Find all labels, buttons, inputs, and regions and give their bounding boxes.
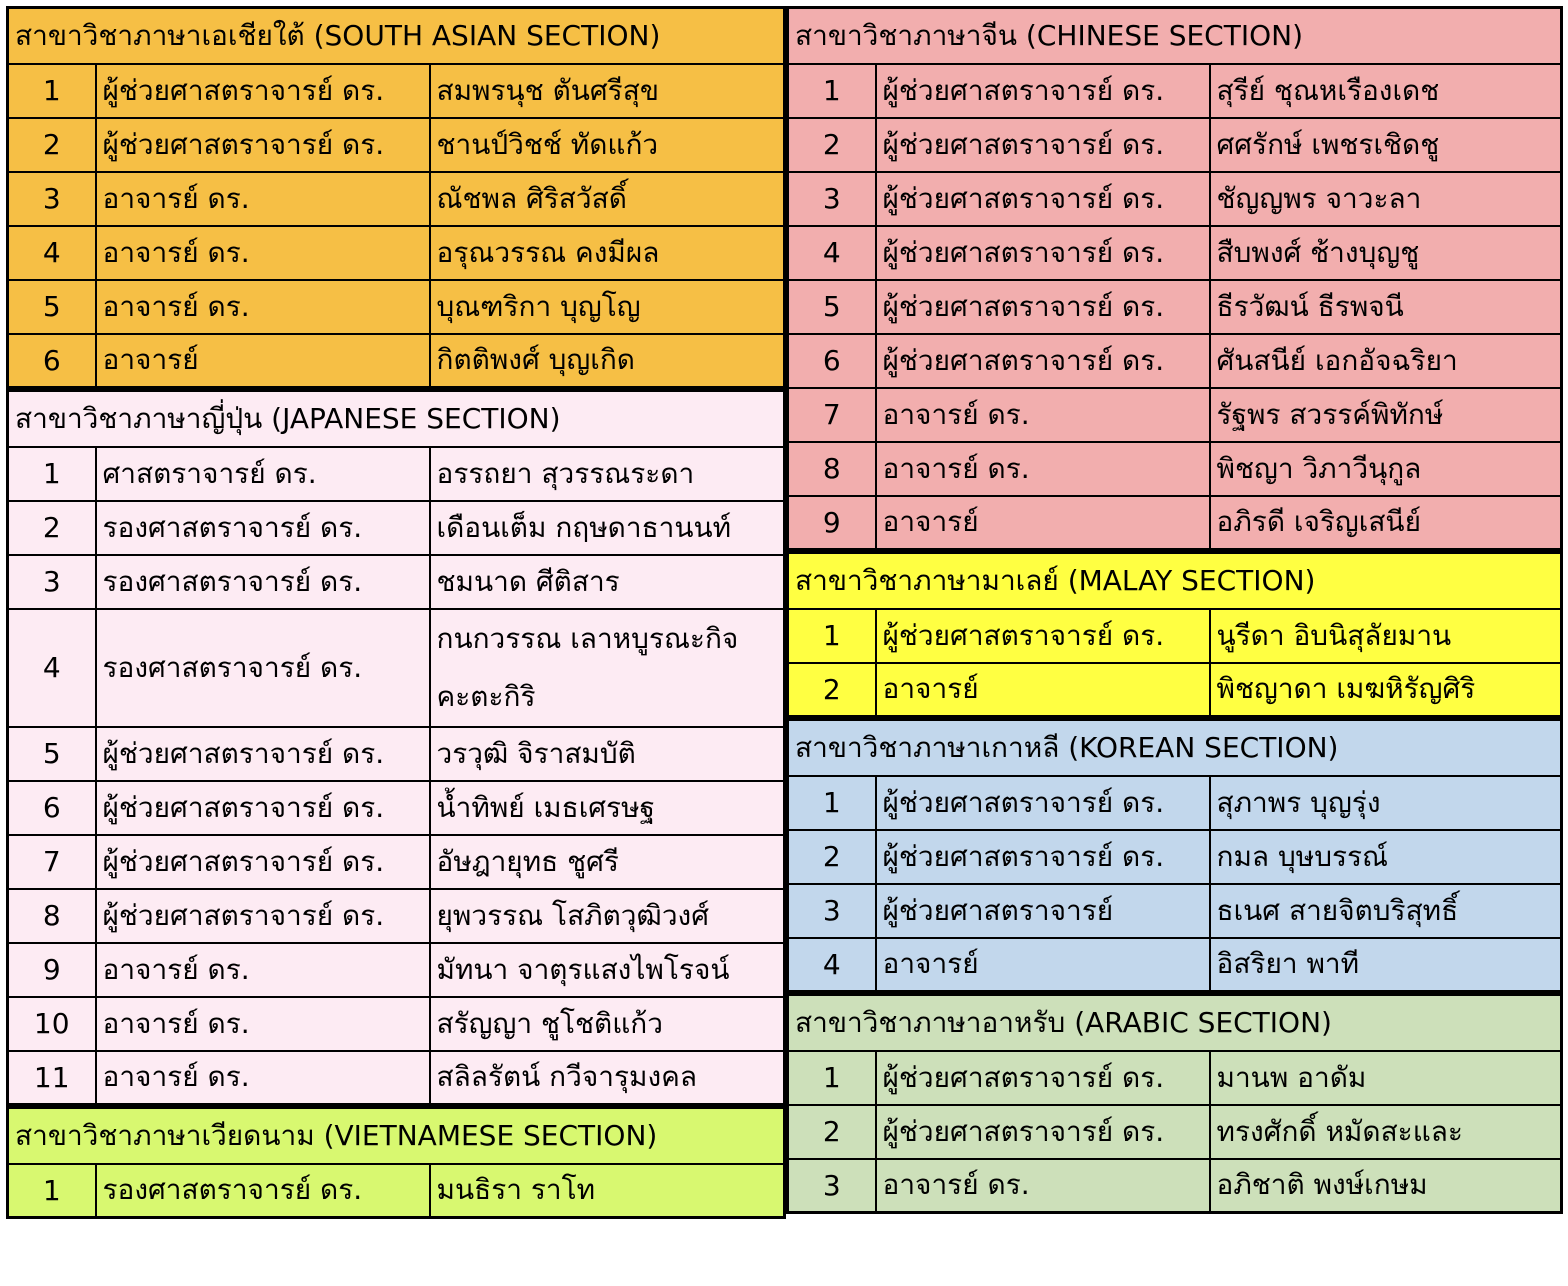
table-row [8,943,785,997]
row-number: 3 [788,172,876,226]
academic-rank: อาจารย์ ดร. [876,442,1210,496]
left-column [6,6,786,1219]
south-asian-section-table [6,6,786,389]
staff-name: วรวุฒิ จิราสมบัติ [430,727,785,781]
row-number: 1 [8,447,96,501]
academic-rank: ผู้ช่วยศาสตราจารย์ ดร. [876,172,1210,226]
table-row [788,496,1562,550]
table-row [788,1159,1562,1213]
staff-name: สุภาพร บุญรุ่ง [1210,776,1562,830]
academic-rank: ผู้ช่วยศาสตราจารย์ ดร. [876,776,1210,830]
row-number: 5 [8,727,96,781]
row-number: 9 [788,496,876,550]
vietnamese-section-table [6,1106,786,1219]
row-number: 1 [788,1051,876,1105]
staff-name: อัษฎายุทธ ชูศรี [430,835,785,889]
academic-rank: อาจารย์ ดร. [96,172,430,226]
table-row [788,280,1562,334]
academic-rank: ผู้ช่วยศาสตราจารย์ ดร. [96,835,430,889]
table-row [8,172,785,226]
table-row [8,280,785,334]
table-row [788,663,1562,717]
row-number: 1 [8,1164,96,1218]
table-row [788,172,1562,226]
section-title: สาขาวิชาภาษามาเลย์ (MALAY SECTION) [788,553,1562,609]
row-number: 8 [788,442,876,496]
chinese-section-table [786,6,1563,551]
academic-rank: รองศาสตราจารย์ ดร. [96,555,430,609]
staff-name: สมพรนุช ตันศรีสุข [430,64,785,118]
table-row [8,609,785,727]
academic-rank: อาจารย์ ดร. [96,226,430,280]
table-row [788,884,1562,938]
staff-name: กมล บุษบรรณ์ [1210,830,1562,884]
staff-name: อรุณวรรณ คงมีผล [430,226,785,280]
academic-rank: ศาสตราจารย์ ดร. [96,447,430,501]
academic-rank: ผู้ช่วยศาสตราจารย์ ดร. [876,1051,1210,1105]
japanese-section-table [6,389,786,1106]
staff-name: พิชญา วิภาวีนุกูล [1210,442,1562,496]
row-number: 6 [8,781,96,835]
academic-rank: อาจารย์ [876,496,1210,550]
staff-name: สรัญญา ชูโชติแก้ว [430,997,785,1051]
staff-name: สืบพงศ์ ช้างบุญชู [1210,226,1562,280]
table-row [8,334,785,388]
table-row [788,64,1562,118]
academic-rank: ผู้ช่วยศาสตราจารย์ [876,884,1210,938]
table-row [788,226,1562,280]
table-row [788,938,1562,992]
academic-rank: อาจารย์ ดร. [876,388,1210,442]
table-row [8,555,785,609]
section-title: สาขาวิชาภาษาอาหรับ (ARABIC SECTION) [788,995,1562,1051]
academic-rank: ผู้ช่วยศาสตราจารย์ ดร. [96,781,430,835]
table-row [788,334,1562,388]
academic-rank: รองศาสตราจารย์ ดร. [96,1164,430,1218]
row-number: 4 [788,938,876,992]
row-number: 7 [8,835,96,889]
staff-name: ยุพวรรณ โสภิตวุฒิวงศ์ [430,889,785,943]
table-row [8,226,785,280]
staff-name: เดือนเต็ม กฤษดาธานนท์ [430,501,785,555]
table-row [8,501,785,555]
row-number: 3 [8,172,96,226]
staff-name: อรรถยา สุวรรณระดา [430,447,785,501]
academic-rank: ผู้ช่วยศาสตราจารย์ ดร. [876,118,1210,172]
right-column [786,6,1563,1214]
table-row [8,1164,785,1218]
arabic-section-table [786,993,1563,1214]
table-row [788,776,1562,830]
staff-name: มนธิรา ราโท [430,1164,785,1218]
academic-rank: อาจารย์ [876,938,1210,992]
table-row [788,1105,1562,1159]
staff-name: อิสริยา พาที [1210,938,1562,992]
academic-rank: ผู้ช่วยศาสตราจารย์ ดร. [96,118,430,172]
section-title: สาขาวิชาภาษาเกาหลี (KOREAN SECTION) [788,720,1562,776]
row-number: 4 [788,226,876,280]
section-title: สาขาวิชาภาษาเวียดนาม (VIETNAMESE SECTION) [8,1108,785,1164]
academic-rank: อาจารย์ ดร. [96,997,430,1051]
table-row [8,727,785,781]
staff-name: ธเนศ สายจิตบริสุทธิ์ [1210,884,1562,938]
staff-name: นูรีดา อิบนิสุลัยมาน [1210,609,1562,663]
academic-rank: อาจารย์ ดร. [876,1159,1210,1213]
row-number: 9 [8,943,96,997]
row-number: 6 [8,334,96,388]
table-row [8,997,785,1051]
staff-name: บุณฑริกา บุญโญ [430,280,785,334]
table-row [8,64,785,118]
section-title: สาขาวิชาภาษาเอเชียใต้ (SOUTH ASIAN SECTION) [8,8,785,64]
section-title: สาขาวิชาภาษาจีน (CHINESE SECTION) [788,8,1562,64]
row-number: 5 [788,280,876,334]
academic-rank: ผู้ช่วยศาสตราจารย์ ดร. [876,1105,1210,1159]
row-number: 1 [788,776,876,830]
staff-name: สลิลรัตน์ กวีจารุมงคล [430,1051,785,1105]
staff-name: ชัญญพร จาวะลา [1210,172,1562,226]
staff-name: น้ำทิพย์ เมธเศรษฐ [430,781,785,835]
row-number: 8 [8,889,96,943]
table-row [8,118,785,172]
staff-name: ณัชพล ศิริสวัสดิ์ [430,172,785,226]
academic-rank: อาจารย์ ดร. [96,1051,430,1105]
academic-rank: อาจารย์ ดร. [96,943,430,997]
staff-name: ชานป์วิชช์ ทัดแก้ว [430,118,785,172]
staff-name: อภิชาติ พงษ์เกษม [1210,1159,1562,1213]
table-row [8,781,785,835]
staff-name: ศศรักษ์ เพชรเชิดชู [1210,118,1562,172]
table-row [788,609,1562,663]
section-title: สาขาวิชาภาษาญี่ปุ่น (JAPANESE SECTION) [8,391,785,447]
staff-name: สุรีย์ ชุณหเรืองเดช [1210,64,1562,118]
staff-name: มานพ อาดัม [1210,1051,1562,1105]
staff-name: ทรงศักดิ์ หมัดสะและ [1210,1105,1562,1159]
academic-rank: อาจารย์ [876,663,1210,717]
row-number: 10 [8,997,96,1051]
row-number: 1 [788,64,876,118]
row-number: 11 [8,1051,96,1105]
row-number: 4 [8,609,96,727]
row-number: 2 [788,830,876,884]
academic-rank: ผู้ช่วยศาสตราจารย์ ดร. [96,727,430,781]
row-number: 7 [788,388,876,442]
table-row [8,889,785,943]
table-row [788,830,1562,884]
row-number: 3 [788,1159,876,1213]
table-row [8,835,785,889]
malay-section-table [786,551,1563,718]
academic-rank: อาจารย์ ดร. [96,280,430,334]
row-number: 2 [8,118,96,172]
academic-rank: ผู้ช่วยศาสตราจารย์ ดร. [876,64,1210,118]
academic-rank: ผู้ช่วยศาสตราจารย์ ดร. [876,280,1210,334]
academic-rank: ผู้ช่วยศาสตราจารย์ ดร. [876,830,1210,884]
academic-rank: ผู้ช่วยศาสตราจารย์ ดร. [876,609,1210,663]
row-number: 2 [788,663,876,717]
row-number: 2 [788,118,876,172]
table-row [8,1051,785,1105]
academic-rank: รองศาสตราจารย์ ดร. [96,609,430,727]
table-row [788,442,1562,496]
table-row [8,447,785,501]
table-row [788,118,1562,172]
academic-rank: ผู้ช่วยศาสตราจารย์ ดร. [876,226,1210,280]
row-number: 1 [788,609,876,663]
academic-rank: ผู้ช่วยศาสตราจารย์ ดร. [876,334,1210,388]
staff-name: กนกวรรณ เลาหบูรณะกิจ คะตะกิริ [430,609,785,727]
academic-rank: อาจารย์ [96,334,430,388]
row-number: 1 [8,64,96,118]
staff-name: กิตติพงศ์ บุญเกิด [430,334,785,388]
row-number: 4 [8,226,96,280]
staff-name: มัทนา จาตุรแสงไพโรจน์ [430,943,785,997]
staff-name: ศันสนีย์ เอกอัจฉริยา [1210,334,1562,388]
academic-rank: รองศาสตราจารย์ ดร. [96,501,430,555]
table-row [788,388,1562,442]
staff-name: รัฐพร สวรรค์พิทักษ์ [1210,388,1562,442]
academic-rank: ผู้ช่วยศาสตราจารย์ ดร. [96,889,430,943]
row-number: 5 [8,280,96,334]
academic-rank: ผู้ช่วยศาสตราจารย์ ดร. [96,64,430,118]
staff-name: อภิรดี เจริญเสนีย์ [1210,496,1562,550]
staff-name: พิชญาดา เมฆหิรัญศิริ [1210,663,1562,717]
row-number: 6 [788,334,876,388]
staff-name: ธีรวัฒน์ ธีรพจนี [1210,280,1562,334]
korean-section-table [786,718,1563,993]
row-number: 2 [788,1105,876,1159]
staff-name: ชมนาด ศีติสาร [430,555,785,609]
table-row [788,1051,1562,1105]
row-number: 3 [788,884,876,938]
row-number: 2 [8,501,96,555]
row-number: 3 [8,555,96,609]
